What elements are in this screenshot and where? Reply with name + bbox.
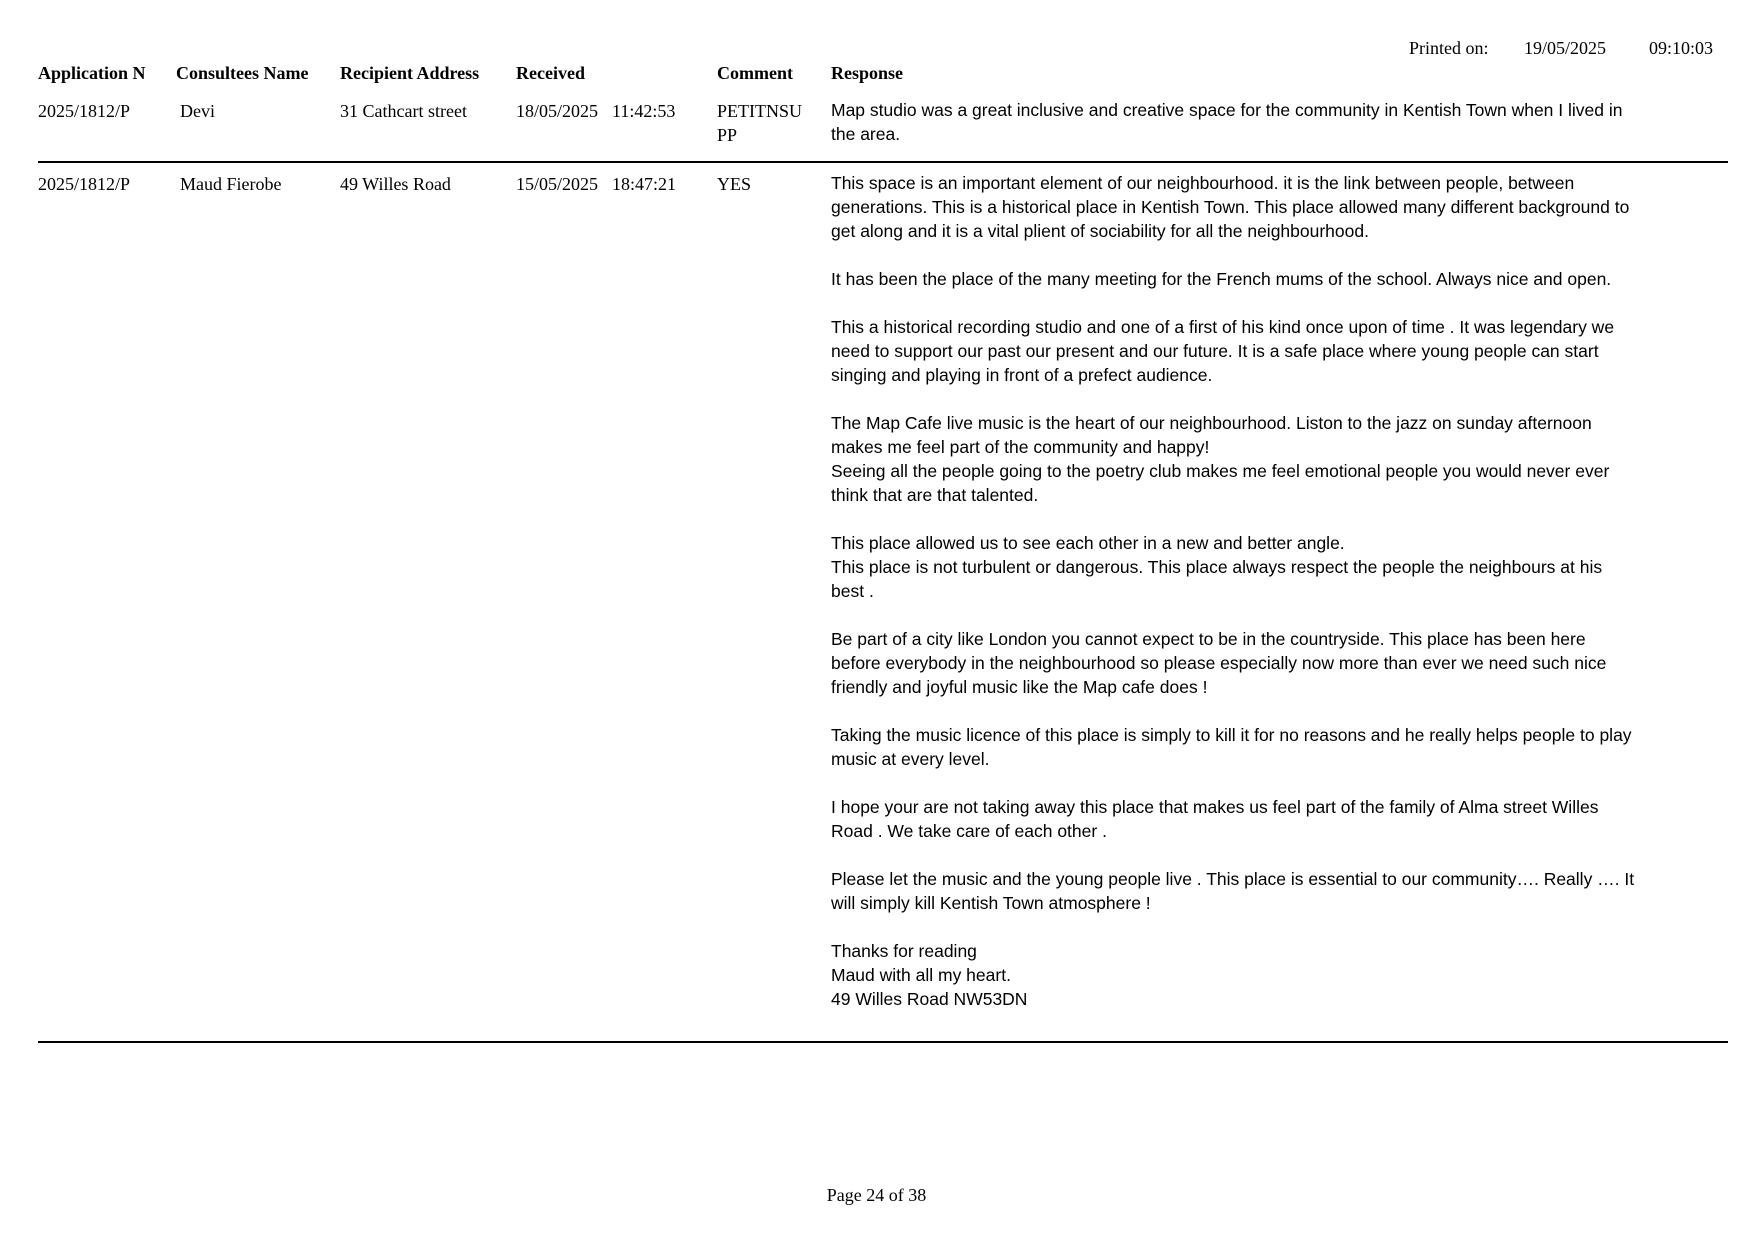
- comment-type: YES: [717, 174, 752, 194]
- column-header-consultee: Consultees Name: [176, 63, 309, 83]
- response-line: 49 Willes Road NW53DN: [831, 989, 1028, 1009]
- received-time: 11:42:53: [612, 101, 676, 121]
- received-date: 18/05/2025: [516, 101, 599, 121]
- response-line: This place is not turbulent or dangerous. This place always respect the people the neighbours at his best .: [831, 557, 1603, 601]
- response-paragraph: I hope your are not taking away this place that makes us feel part of the family of Alma street Willes Road . We take care of each other .: [831, 797, 1599, 841]
- response-paragraph: This a historical recording studio and one of a first of his kind once upon of time . It was legendary we need to support our past our present and our future. It is a safe place where young people can start singing and playing in front of a prefect audience.: [831, 317, 1615, 385]
- consultee-name: Maud Fierobe: [180, 174, 282, 194]
- response-paragraph: This space is an important element of our neighbourhood. it is the link between people, between generations. This is a historical place in Kentish Town. This place allowed many different background to get along and it is a vital plient of sociability for all the neighbourhood.: [831, 173, 1630, 241]
- response-paragraph: Map studio was a great inclusive and creative space for the community in Kentish Town when I lived in the area.: [831, 100, 1623, 144]
- column-header-comment: Comment: [717, 63, 793, 83]
- received-date: 15/05/2025: [516, 174, 599, 194]
- response-paragraph: Please let the music and the young people live . This place is essential to our community…. Really …. It will simply kill Kentish Town atmosphere !: [831, 869, 1635, 913]
- page-number: Page 24 of 38: [826, 1185, 927, 1205]
- printed-time: 09:10:03: [1649, 38, 1714, 58]
- received-time: 18:47:21: [612, 174, 677, 194]
- response-paragraph: Taking the music licence of this place is simply to kill it for no reasons and he really helps people to play music at every level.: [831, 725, 1632, 769]
- response-text: [831, 98, 1636, 146]
- row-divider: [38, 161, 1728, 163]
- recipient-address: 31 Cathcart street: [340, 101, 467, 121]
- response-line: The Map Cafe live music is the heart of our neighbourhood. Liston to the jazz on sunday afternoon makes me feel part of the community and happy!: [831, 413, 1592, 457]
- column-header-application: Application N: [38, 63, 146, 83]
- response-text: [831, 171, 1636, 1011]
- application-number: 2025/1812/P: [38, 174, 131, 194]
- response-paragraph: [831, 939, 1636, 1011]
- response-paragraph: It has been the place of the many meeting for the French mums of the school. Always nice and open.: [831, 269, 1612, 289]
- row-divider: [38, 1041, 1728, 1043]
- comment-type-continued: PP: [717, 125, 738, 145]
- response-paragraph: Be part of a city like London you cannot expect to be in the countryside. This place has been here before everybody in the neighbourhood so please especially now more than ever we need such nice friendly and joyful music like the Map cafe does !: [831, 629, 1607, 697]
- printed-date: 19/05/2025: [1524, 38, 1607, 58]
- response-paragraph: [831, 411, 1636, 507]
- response-line: Seeing all the people going to the poetry club makes me feel emotional people you would never ever think that are that talented.: [831, 461, 1610, 505]
- response-line: Thanks for reading: [831, 941, 977, 961]
- column-header-received: Received: [516, 63, 585, 83]
- response-line: This place allowed us to see each other in a new and better angle.: [831, 533, 1345, 553]
- recipient-address: 49 Willes Road: [340, 174, 451, 194]
- consultee-name: Devi: [180, 101, 215, 121]
- response-paragraph: [831, 531, 1636, 603]
- application-number: 2025/1812/P: [38, 101, 131, 121]
- column-header-address: Recipient Address: [340, 63, 480, 83]
- column-header-response: Response: [831, 63, 904, 83]
- printed-on-label: Printed on:: [1409, 38, 1489, 58]
- response-line: Maud with all my heart.: [831, 965, 1011, 985]
- comment-type: PETITNSU: [717, 101, 802, 121]
